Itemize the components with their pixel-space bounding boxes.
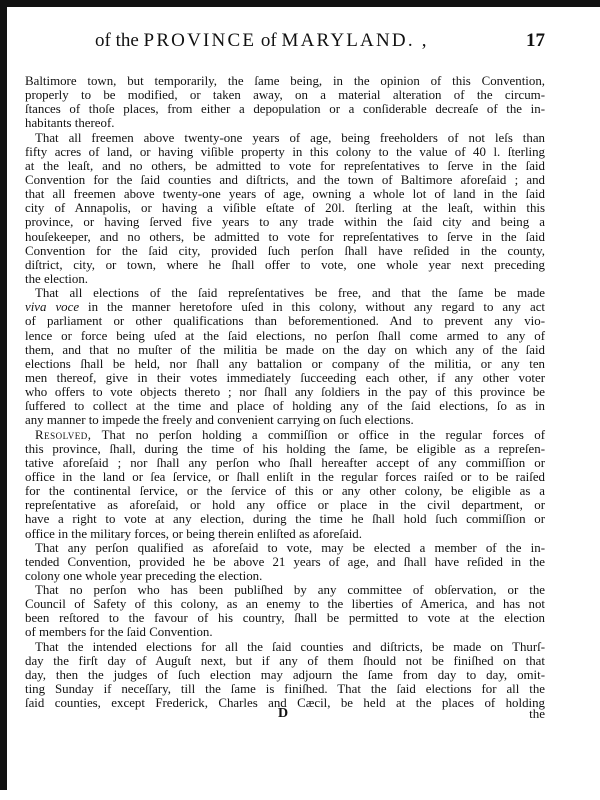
text-line	[25, 611, 545, 625]
text-line	[25, 258, 545, 272]
line-text: colony one whole year preceding the election.	[25, 568, 263, 583]
line-text: the election.	[25, 271, 88, 286]
text-line	[25, 215, 545, 229]
text-line	[25, 357, 545, 371]
line-text: who offers to vote objects thereto ; nor ſhall any ſoldiers in the pay of this province be	[25, 385, 545, 400]
line-text: properly to be modified, or taken away, on a material alteration of the circum-	[25, 88, 545, 103]
text-line	[25, 88, 545, 102]
text-line	[25, 343, 545, 357]
line-text: for the continental ſervice, or the ſervice of this or any other colony, be eligible as a	[25, 484, 545, 499]
text-line	[25, 201, 545, 215]
paragraph	[25, 286, 545, 427]
text-line	[25, 541, 545, 555]
page-number: 17	[526, 30, 545, 51]
text-line	[25, 244, 545, 258]
text-line	[25, 300, 545, 314]
text-line	[25, 682, 545, 696]
header-title-prefix: of the	[95, 30, 144, 51]
header-title-province: PROVINCE	[143, 30, 257, 51]
line-text: tended Convention, provided he be above 21 years of age, and ſhall have reſided in the	[25, 554, 545, 569]
line-text: men thereof, give in their votes immediately ſucceeding each other, if any other voter	[25, 370, 545, 385]
text-line	[25, 329, 545, 343]
text-line	[25, 116, 545, 130]
text-line	[25, 512, 545, 526]
text-line	[25, 131, 545, 145]
resolved-heading: Resolved,	[35, 427, 92, 442]
text-line	[25, 498, 545, 512]
catchword: the	[529, 706, 545, 721]
text-line	[25, 484, 545, 498]
text-line	[25, 668, 545, 682]
line-text: of members for the ſaid Convention.	[25, 625, 213, 640]
text-line	[25, 102, 545, 116]
line-text: habitants thereof.	[25, 116, 115, 131]
line-text: That all elections of the ſaid repreſentatives be free, and that the ſame be made	[35, 286, 545, 301]
line-text: That the intended elections for all the ſaid counties and diſtricts, be made on Thurſ-	[35, 639, 545, 654]
text-line	[25, 456, 545, 470]
text-line	[25, 314, 545, 328]
line-text: day, then the judges of ſuch election may adjourn the ſame from day to day, omit-	[25, 667, 545, 682]
text-line	[25, 442, 545, 456]
line-text: ſuffered to collect at the time and place of holding any of the ſaid elections, ſo as in	[25, 399, 545, 414]
text-line	[25, 569, 545, 583]
running-header	[95, 30, 545, 56]
paragraph	[25, 583, 545, 640]
line-text: Council of Safety of this colony, as an enemy to the liberties of America, and has not	[25, 597, 545, 612]
line-text: Convention for the ſaid counties and diſtricts, and the town of Baltimore aforeſaid ; and	[25, 172, 545, 187]
text-line	[25, 230, 545, 244]
line-text: repreſentative as aforeſaid, or hold any office or place in the civil department, or	[25, 498, 545, 513]
header-title	[95, 30, 429, 52]
header-title-maryland: MARYLAND. ,	[281, 30, 429, 51]
line-text: any manner to impede the freely and convenient carrying on ſuch elections.	[25, 413, 414, 428]
line-text: in the manner heretofore uſed in this colony, without any regard to any act	[79, 300, 545, 315]
text-line	[25, 399, 545, 413]
line-text: city of Annapolis, or having a viſible eſtate of 20l. ſterling at the leaſt, within this	[25, 201, 545, 216]
paragraph	[25, 74, 545, 131]
scan-border-top	[0, 0, 600, 7]
line-text: this province, ſhall, during the time of his holding the ſame, be eligible as a repreſen-	[25, 441, 545, 456]
header-title-mid: of	[256, 30, 282, 51]
text-line	[25, 583, 545, 597]
line-text: been reſtored to the favour of his country, ſhall be permitted to vote at the election	[25, 611, 545, 626]
line-text: That no perſon holding a commiſſion or office in the regular forces of	[91, 427, 545, 442]
line-text: That all freemen above twenty-one years of age, being freeholders of not leſs than	[35, 130, 545, 145]
text-line	[25, 173, 545, 187]
line-text: at the leaſt, and no others, be admitted to vote for repreſentatives to ſerve in the ſaid	[25, 158, 545, 173]
paragraph	[25, 640, 545, 711]
text-line	[25, 527, 545, 541]
line-text: office in the land or ſea ſervice, or ſhall enliſt in the regular forces raiſed or to be raiſed	[25, 469, 545, 484]
line-text: ſtances of thoſe places, from either a depopulation or a conſiderable decreaſe of the in-	[25, 102, 545, 117]
line-text: houſekeeper, and no others, be admitted to vote for repreſentatives to ſerve in the ſaid	[25, 229, 545, 244]
line-text: Baltimore town, but temporarily, the ſame being, in the opinion of this Convention,	[25, 74, 545, 88]
line-text: lence or force being uſed at the ſaid elections, no perſon ſhall come armed to any of	[25, 328, 545, 343]
line-text: tative aforeſaid ; nor ſhall any perſon who ſhall hereafter accept of any commiſſion or	[25, 455, 545, 470]
text-line	[25, 187, 545, 201]
text-line	[25, 286, 545, 300]
page-footer	[25, 706, 545, 724]
line-text: province, or having ſerved five years to any trade within the ſaid city and being a	[25, 215, 545, 230]
line-text: ting Sunday if neceſſary, till the ſame is finiſhed. That the ſaid elections for all the	[25, 682, 545, 697]
line-text: of parliament or other qualifications than beforementioned. And to prevent any vio-	[25, 314, 545, 329]
line-text: day the firſt day of Auguſt next, but if any of them ſhould not be finiſhed on that	[25, 653, 545, 668]
line-text: Convention for the ſaid city, provided ſuch perſon ſhall have reſided in the county,	[25, 243, 545, 258]
text-line	[25, 640, 545, 654]
italic-phrase: viva voce	[25, 300, 80, 315]
paragraph	[25, 428, 545, 541]
line-text: office in the military forces, or being therein enliſted as aforeſaid.	[25, 526, 362, 541]
signature-mark: D	[278, 706, 289, 721]
text-line	[25, 74, 545, 88]
text-line	[25, 625, 545, 639]
line-text: ſaid counties, except Frederick, Charles and Cæcil, be held at the places of holding	[25, 696, 545, 711]
text-line	[25, 413, 545, 427]
paragraph	[25, 131, 545, 287]
text-line	[25, 159, 545, 173]
line-text: That any perſon qualified as aforeſaid to vote, may be elected a member of the in-	[35, 540, 545, 555]
line-text: That no perſon who has been publiſhed by any committee of obſervation, or the	[35, 583, 545, 598]
text-line	[25, 145, 545, 159]
text-line	[25, 654, 545, 668]
line-text: them, and that no muſter of the militia be made on the day on which any of the ſaid	[25, 342, 545, 357]
line-text: elections ſhall be held, nor ſhall any battalion or company of the militia, or any ten	[25, 356, 545, 371]
document-body	[25, 74, 545, 710]
text-line	[25, 272, 545, 286]
paragraph	[25, 541, 545, 583]
scan-border-left	[0, 0, 7, 790]
line-text: diſtrict, city, or town, where he ſhall offer to vote, one whole year next preceding	[25, 257, 545, 272]
text-line	[25, 428, 545, 442]
text-line	[25, 597, 545, 611]
line-text: have a right to vote at any election, during the time he ſhall hold ſuch commiſſion or	[25, 512, 545, 527]
text-line	[25, 555, 545, 569]
text-line	[25, 385, 545, 399]
text-line	[25, 371, 545, 385]
line-text: fifty acres of land, or having viſible property in this colony to the value of 40 l. ſterling	[25, 144, 545, 159]
line-text: that all freemen above twenty-one years of age, owning a whole lot of land in the ſaid	[25, 187, 545, 202]
text-line	[25, 470, 545, 484]
